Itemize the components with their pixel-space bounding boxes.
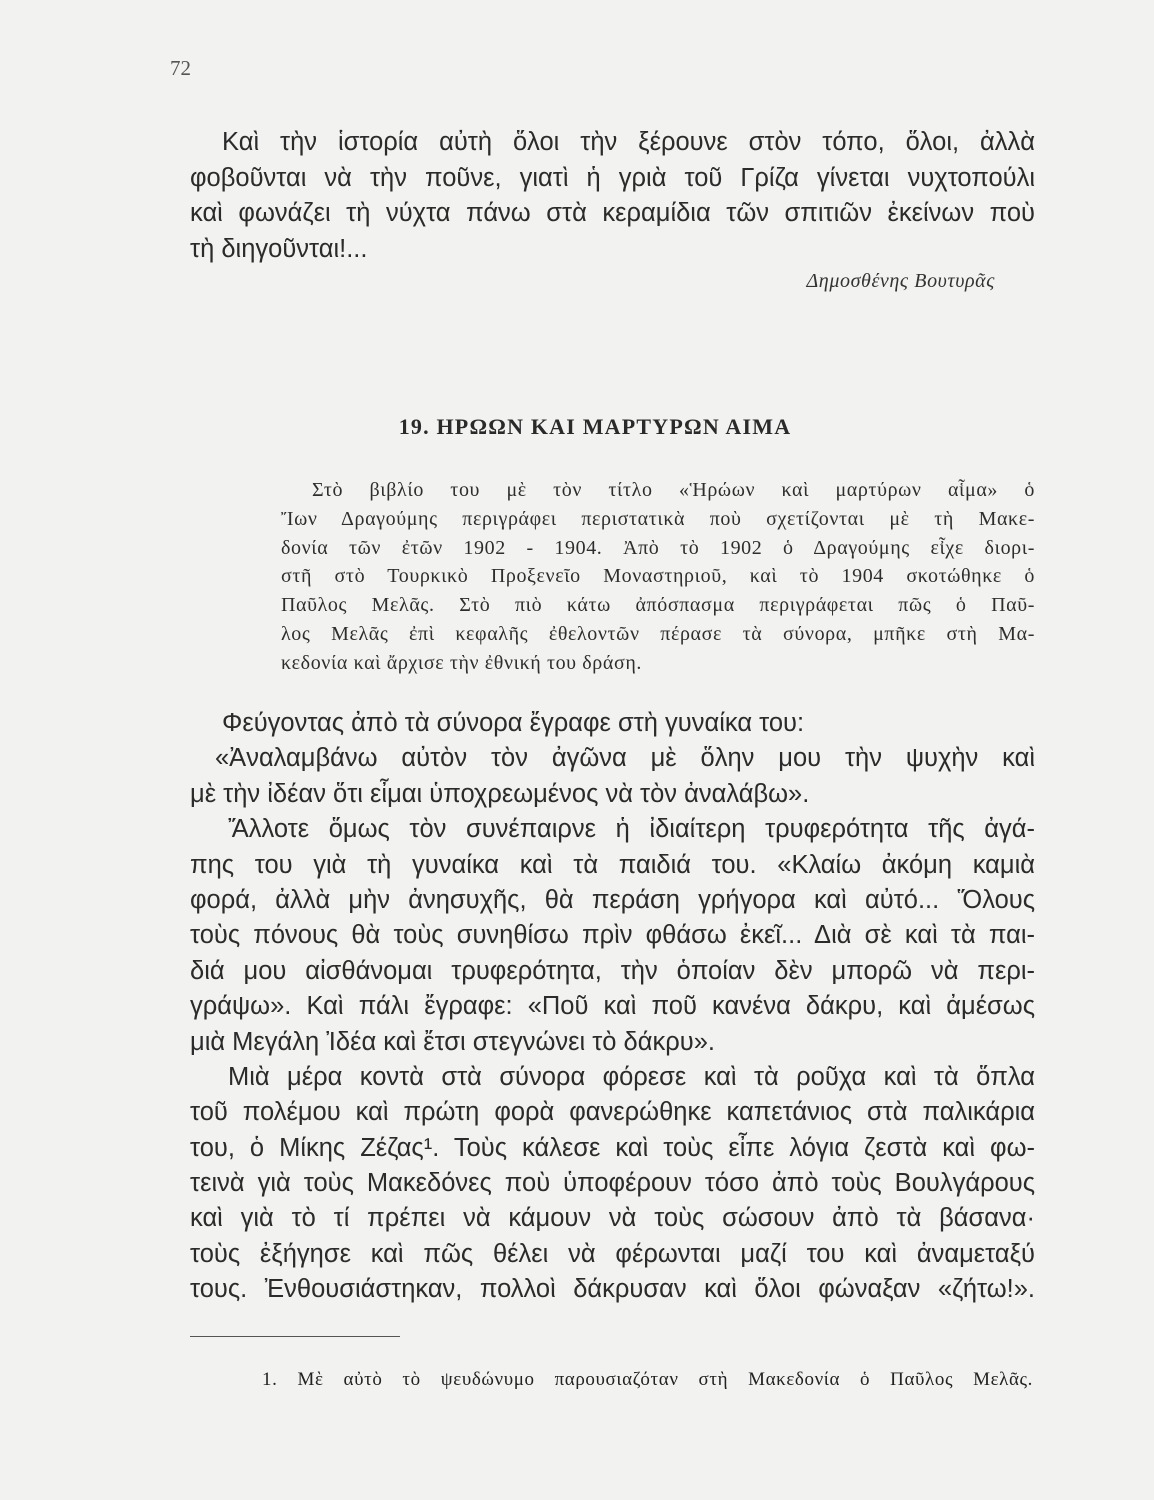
body-line: Μιὰ μέρα κοντὰ στὰ σύνορα φόρεσε καὶ τὰ ροῦχα καὶ τὰ ὅπλα [228,1062,1035,1091]
intro-line: κεδονία καὶ ἄρχισε τὴν ἐθνική του δράση. [281,651,643,674]
body-line: Φεύγοντας ἀπὸ τὰ σύνορα ἔγραφε στὴ γυναίκα του: [222,709,805,737]
body-line: διά μου αἰσθάνομαι τρυφερότητα, τὴν ὁποίαν δὲν μπορῶ νὰ περι- [190,956,1035,985]
body-line: Ἄλλοτε ὅμως τὸν συνέπαιρνε ἡ ἰδιαίτερη τρυφερότητα τῆς ἀγά- [228,815,1035,844]
body-line: τεινὰ γιὰ τοὺς Μακεδόνες ποὺ ὑποφέρουν τόσο ἀπὸ τοὺς Βουλγάρους [190,1169,1035,1198]
page-number: 72 [170,56,191,80]
body-line: τοὺς πόνους θὰ τοὺς συνηθίσω πρὶν φθάσω ἐκεῖ... Διὰ σὲ καὶ τὰ παι- [190,921,1035,950]
intro-line: δονία τῶν ἐτῶν 1902 - 1904. Ἀπὸ τὸ 1902 ὁ Δραγούμης εἶχε διορι- [281,536,1035,559]
body-line: μὲ τὴν ἰδέαν ὅτι εἶμαι ὑποχρεωμένος νὰ τὸν ἀναλάβω». [190,779,810,808]
body-line: «Ἀναλαμβάνω αὐτὸν τὸν ἀγῶνα μὲ ὅλην μου τὴν ψυχὴν καὶ [215,744,1035,773]
body-line: γράψω». Καὶ πάλι ἔγραφε: «Ποῦ καὶ ποῦ κανένα δάκρυ, καὶ ἀμέσως [190,992,1035,1021]
body-line: του, ὁ Μίκης Ζέζας¹. Τοὺς κάλεσε καὶ τοὺς εἶπε λόγια ζεστὰ καὶ φω- [190,1133,1035,1162]
intro-line: Ἴων Δραγούμης περιγράφει περιστατικὰ ποὺ σχετίζονται μὲ τὴ Μακε- [281,507,1035,530]
body-line: πης του γιὰ τὴ γυναίκα καὶ τὰ παιδιά του. «Κλαίω ἀκόμη καμιὰ [190,850,1035,879]
intro-line: Στὸ βιβλίο του μὲ τὸν τίτλο «Ἡρώων καὶ μαρτύρων αἷμα» ὁ [312,479,1035,501]
section-intro [281,476,1035,678]
body-text [190,706,1035,1308]
body-line: τοῦ πολέμου καὶ πρώτη φορὰ φανερώθηκε καπετάνιος στὰ παλικάρια [190,1098,1035,1127]
intro-line: λος Μελᾶς ἐπὶ κεφαλῆς ἐθελοντῶν πέρασε τὰ σύνορα, μπῆκε στὴ Μα- [281,622,1035,645]
body-line: τους. Ἐνθουσιάστηκαν, πολλοὶ δάκρυσαν καὶ ὅλοι φώναξαν «ζήτω!». [190,1275,1035,1304]
body-line: καὶ γιὰ τὸ τί πρέπει νὰ κάμουν νὰ τοὺς σώσουν ἀπὸ τὰ βάσανα· [190,1204,1035,1233]
intro-line: Παῦλος Μελᾶς. Στὸ πιὸ κάτω ἀπόσπασμα περιγράφεται πῶς ὁ Παῦ- [281,594,1035,617]
section-heading: 19. ΗΡΩΩΝ ΚΑΙ ΜΑΡΤΥΡΩΝ ΑΙΜΑ [398,414,792,439]
excerpt-line: καὶ φωνάζει τὴ νύχτα πάνω στὰ κεραμίδια τῶν σπιτιῶν ἐκείνων ποὺ [190,199,1035,228]
body-line: τοὺς ἐξήγησε καὶ πῶς θέλει νὰ φέρωνται μαζί του καὶ ἀναμεταξύ [190,1239,1035,1268]
footnote: 1. Μὲ αὐτὸ τὸ ψευδώνυμο παρουσιαζόταν στὴ Μακεδονία ὁ Παῦλος Μελᾶς. [262,1369,1033,1390]
excerpt-author: Δημοσθένης Βουτυρᾶς [806,270,995,292]
excerpt-line: Καὶ τὴν ἱστορία αὐτὴ ὅλοι τὴν ξέρουνε στὸν τόπο, ὅλοι, ἀλλὰ [222,128,1035,156]
body-line: φορά, ἀλλὰ μὴν ἀνησυχῆς, θὰ περάση γρήγορα καὶ αὐτό... Ὅλους [190,885,1035,914]
footnote-rule [190,1336,400,1337]
body-line: μιὰ Μεγάλη Ἰδέα καὶ ἔτσι στεγνώνει τὸ δάκρυ». [190,1027,715,1056]
excerpt-line: τὴ διηγοῦνται!... [190,235,368,264]
intro-line: στῆ στὸ Τουρκικὸ Προξενεῖο Μοναστηριοῦ, καὶ τὸ 1904 σκοτώθηκε ὁ [281,565,1035,588]
excerpt-line: φοβοῦνται νὰ τὴν ποῦνε, γιατὶ ἡ γριὰ τοῦ Γρίζα γίνεται νυχτοπούλι [190,163,1035,192]
opening-excerpt [190,125,1035,268]
